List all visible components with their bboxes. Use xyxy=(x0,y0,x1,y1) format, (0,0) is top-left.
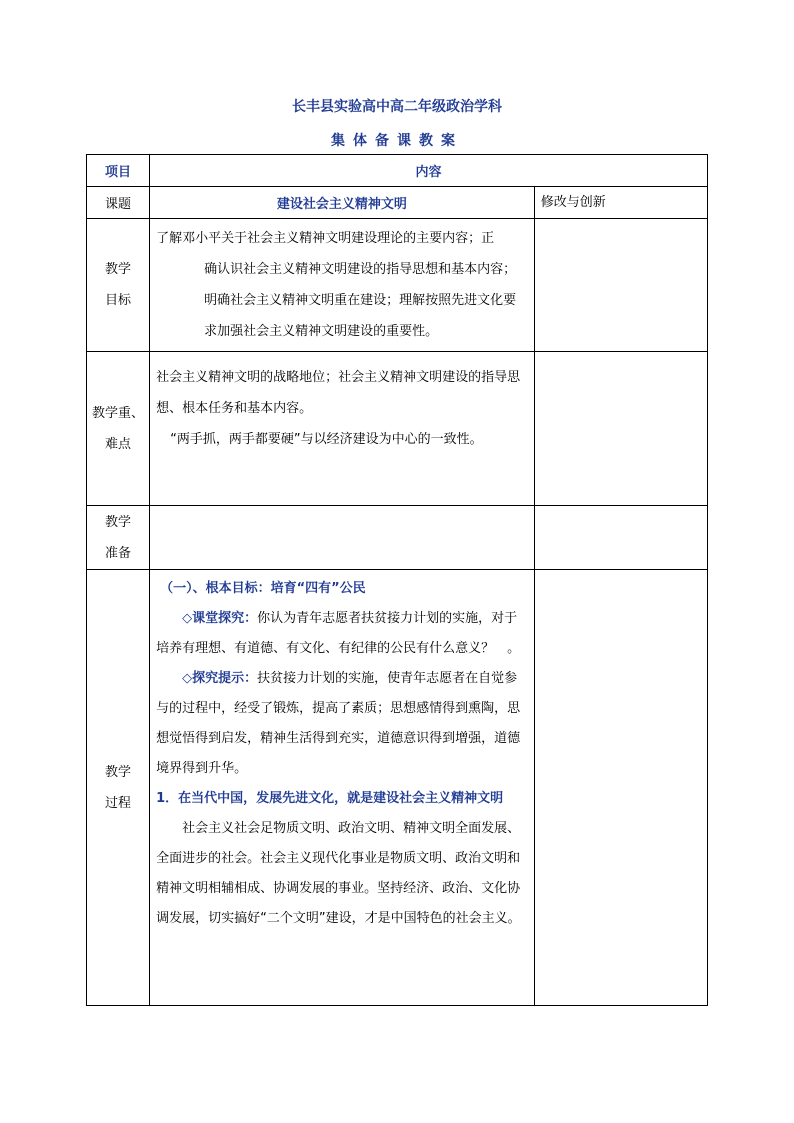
preparation-label-line2: 准备 xyxy=(105,545,132,561)
inquiry-text: 你认为青年志愿者扶贫接力计划的实施，对于培养有理想、有道德、有文化、有纪律的公民有什么意义？ 。 xyxy=(156,611,521,656)
key-points-para2: “两手抓，两手都要硬”与以经济建设为中心的一致性。 xyxy=(170,432,483,447)
process-revision-cell xyxy=(534,570,707,1006)
process-content xyxy=(150,570,535,1006)
preparation-label xyxy=(87,506,150,570)
inquiry-label: ◇课堂探究： xyxy=(182,611,258,626)
goal-label-line1: 教学 xyxy=(105,262,132,277)
hint-text: 扶贫接力计划的实施，使青年志愿者在自觉参与的过程中，经受了锻炼，提高了素质；思想感情得到熏陶，思想觉悟得到启发，精神生活得到充实，道德意识得到增强，道德境界得到升华。 xyxy=(156,671,521,776)
key-points-label: 教学重、难点 xyxy=(87,352,150,506)
preparation-revision-cell xyxy=(534,506,707,570)
document-subtitle: 集体备课教案 xyxy=(331,133,463,149)
lesson-plan-table xyxy=(86,154,708,1006)
row-topic xyxy=(87,187,708,219)
goal-content xyxy=(150,219,535,352)
process-label xyxy=(87,570,150,1006)
topic-content: 建设社会主义精神文明 xyxy=(150,187,535,219)
inquiry-hint xyxy=(156,664,528,784)
key-points-para1: 社会主义精神文明的战略地位；社会主义精神文明建设的指导思想、根本任务和基本内容。 xyxy=(156,370,521,416)
goal-line1: 了解邓小平关于社会主义精神文明建设理论的主要内容；正 xyxy=(156,231,495,246)
document-title: 长丰县实验高中高二年级政治学科 xyxy=(292,99,502,115)
key-points-content xyxy=(150,352,535,506)
topic-label: 课题 xyxy=(87,187,150,219)
row-preparation xyxy=(87,506,708,570)
process-label-line1: 教学 xyxy=(105,764,132,780)
hint-label: ◇探究提示： xyxy=(182,671,258,686)
inquiry-question xyxy=(156,604,528,664)
process-paragraph: 社会主义社会足物质文明、政治文明、精神文明全面发展、全面进步的社会。社会主义现代化事业是物质文明、政治文明和精神文明相辅相成、协调发展的事业。坚持经济、政治、文化协调发展，切实搞好“二个文明”建设，才是中国特色的社会主义。 xyxy=(156,821,521,926)
preparation-label-line1: 教学 xyxy=(105,514,132,530)
process-label-line2: 过程 xyxy=(105,795,132,811)
goal-line2: 确认识社会主义精神文明建设的指导思想和基本内容；明确社会主义精神文明重在建设；理解按照先进文化要求加强社会主义精神文明建设的重要性。 xyxy=(204,262,517,339)
key-points-revision-cell xyxy=(534,352,707,506)
process-heading-2: 1．在当代中国，发展先进文化，就是建设社会主义精神文明 xyxy=(156,791,504,806)
row-process xyxy=(87,570,708,1006)
process-heading-1: （一）、根本目标：培育“四有”公民 xyxy=(160,581,366,596)
goal-revision-cell xyxy=(534,219,707,352)
table-header-row xyxy=(87,155,708,187)
row-key-points xyxy=(87,352,708,506)
preparation-content xyxy=(150,506,535,570)
revision-column-label: 修改与创新 xyxy=(534,187,707,219)
row-goal xyxy=(87,219,708,352)
header-content: 内容 xyxy=(150,155,708,187)
goal-label-line2: 目标 xyxy=(105,293,132,308)
header-item: 项目 xyxy=(87,155,150,187)
goal-label xyxy=(87,219,150,352)
